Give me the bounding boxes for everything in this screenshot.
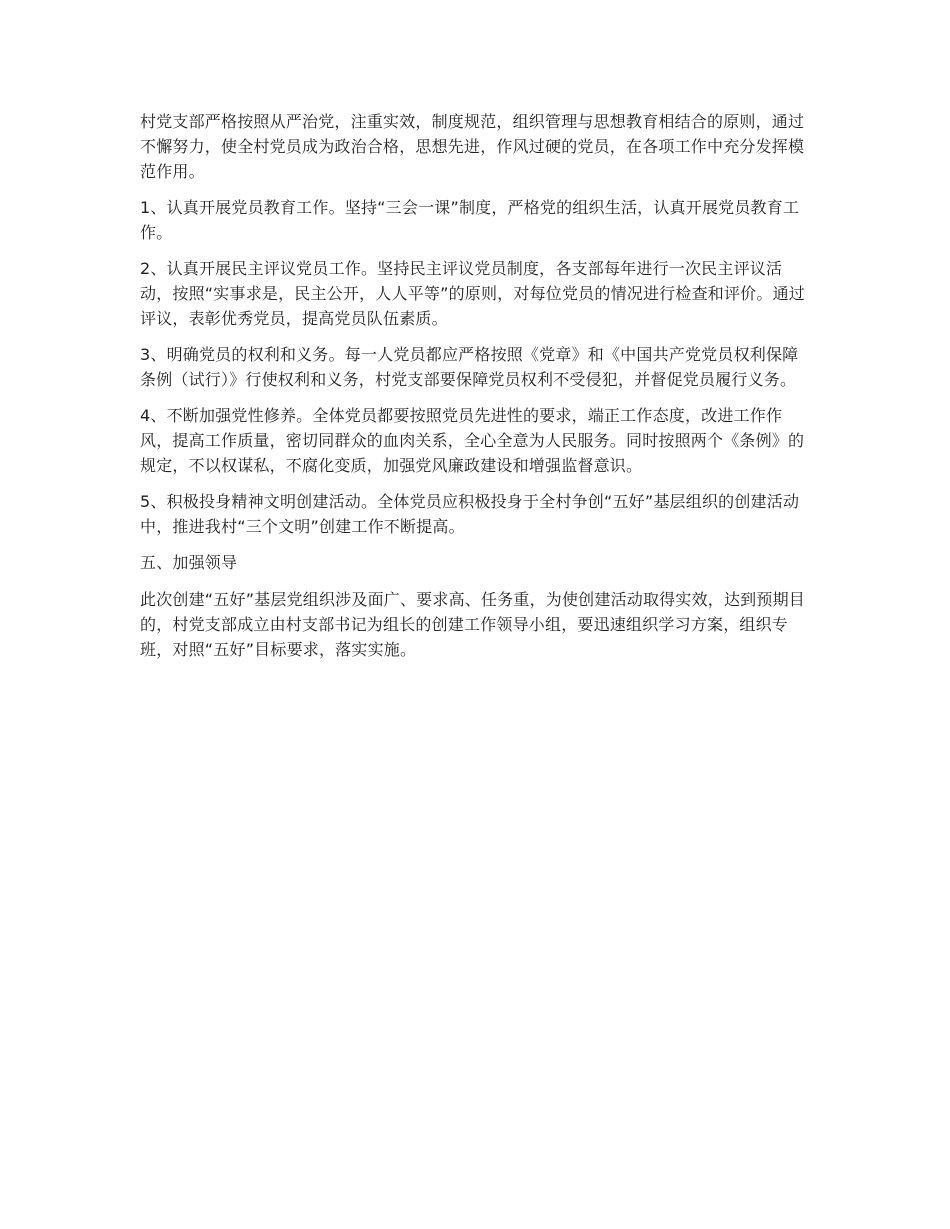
- item-3-paragraph: 3、明确党员的权利和义务。每一人党员都应严格按照《党章》和《中国共产党党员权利保障条例（试行）》行使权利和义务，村党支部要保障党员权利不受侵犯，并督促党员履行义务。: [140, 345, 799, 389]
- item-4-paragraph: 4、不断加强党性修养。全体党员都要按照党员先进性的要求，端正工作态度，改进工作作风，提高工作质量，密切同群众的血肉关系，全心全意为人民服务。同时按照两个《条例》的规定，不以权谋私，不腐化变质，加强党风廉政建设和增强监督意识。: [140, 406, 805, 475]
- item-1-paragraph: 1、认真开展党员教育工作。坚持“三会一课”制度，严格党的组织生活，认真开展党员教育工作。: [140, 198, 800, 242]
- closing-paragraph: 此次创建“五好”基层党组织涉及面广、要求高、任务重，为使创建活动取得实效，达到预期目的，村党支部成立由村支部书记为组长的创建工作领导小组，要迅速组织学习方案，组织专班，对照“五好”目标要求，落实实施。: [140, 590, 805, 659]
- item-5-paragraph: 5、积极投身精神文明创建活动。全体党员应积极投身于全村争创“五好”基层组织的创建活动中，推进我村“三个文明”创建工作不断提高。: [140, 492, 800, 536]
- section-heading: 五、加强领导: [140, 553, 238, 572]
- document-body: [140, 109, 812, 673]
- intro-paragraph: 村党支部严格按照从严治党，注重实效，制度规范，组织管理与思想教育相结合的原则，通过不懈努力，使全村党员成为政治合格，思想先进，作风过硬的党员，在各项工作中充分发挥模范作用。: [140, 112, 805, 181]
- item-2-paragraph: 2、认真开展民主评议党员工作。坚持民主评议党员制度，各支部每年进行一次民主评议活动，按照“实事求是，民主公开，人人平等”的原则，对每位党员的情况进行检查和评价。通过评议，表彰优秀党员，提高党员队伍素质。: [140, 259, 805, 328]
